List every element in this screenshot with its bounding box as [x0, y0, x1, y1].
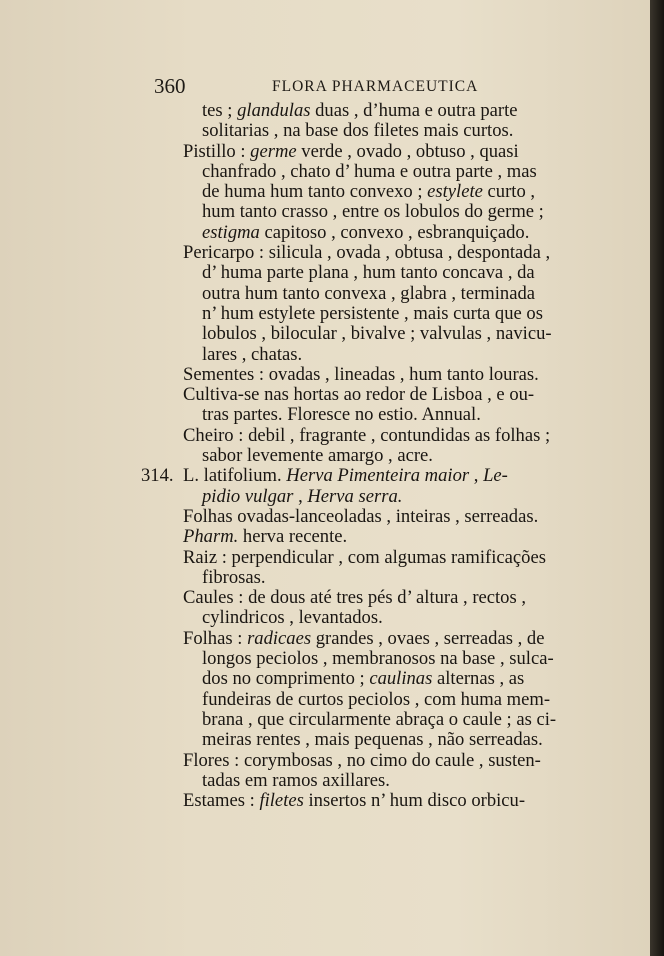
text-line: [183, 345, 593, 365]
text-run: L. latifolium.: [183, 465, 287, 487]
text-line: [183, 548, 593, 568]
text-run: Raiz : perpendicular , com algumas ramificações: [183, 546, 546, 568]
text-line: [183, 162, 593, 182]
text-line: [183, 365, 593, 385]
page-number: 360: [154, 74, 186, 98]
text-line: [183, 568, 593, 588]
text-line: [183, 751, 593, 771]
text-run: lobulos , bilocular , bivalve ; valvulas , navicu-: [202, 323, 552, 345]
body-text: [141, 100, 593, 812]
text-line: [183, 629, 593, 649]
text-run: Cheiro : debil , fragrante , contundidas as folhas ;: [183, 424, 551, 446]
paragraph: [183, 101, 593, 142]
text-run: verde , ovado , obtuso , quasi: [296, 140, 519, 162]
text-run: de huma hum tanto convexo ;: [202, 181, 428, 203]
text-run: herva recente.: [238, 526, 348, 548]
italic-term: estigma: [202, 221, 260, 243]
text-run: ,: [469, 465, 484, 487]
italic-term: caulinas: [369, 668, 433, 690]
text-run: tras partes. Floresce no estio. Annual.: [202, 404, 481, 426]
text-line: [183, 588, 593, 608]
paragraph: [183, 365, 593, 385]
text-line: [183, 304, 593, 324]
text-run: Pistillo :: [183, 140, 251, 162]
text-run: Caules : de dous até tres pés d’ altura , rectos ,: [183, 587, 527, 609]
text-run: sabor levemente amargo , acre.: [202, 445, 433, 467]
text-line: [183, 730, 593, 750]
text-run: brana , que circularmente abraça o caule ; as ci-: [202, 708, 557, 730]
text-run: Folhas :: [183, 627, 248, 649]
text-run: Pericarpo : silicula , ovada , obtusa , despontada ,: [183, 242, 551, 264]
paragraph: [141, 465, 593, 507]
text-run: Sementes : ovadas , lineadas , hum tanto louras.: [183, 363, 539, 385]
italic-term: Pharm.: [183, 526, 239, 548]
text-run: insertos n’ hum disco orbicu-: [303, 790, 526, 812]
text-line: [183, 142, 593, 162]
text-run: dos no comprimento ;: [202, 668, 370, 690]
italic-term: pidio vulgar: [202, 485, 294, 507]
text-line: [183, 426, 593, 446]
running-title: FLORA PHARMACEUTICA: [272, 78, 479, 95]
text-run: alternas , as: [432, 668, 525, 690]
italic-term: Herva serra.: [307, 485, 403, 507]
paragraph: [183, 385, 593, 426]
text-line: [183, 324, 593, 344]
paragraph: [183, 751, 593, 792]
text-line: [183, 121, 593, 141]
text-run: chanfrado , chato d’ huma e outra parte , mas: [202, 160, 537, 182]
text-run: curto ,: [482, 181, 536, 203]
text-line: [183, 202, 593, 222]
text-run: Folhas ovadas-lanceoladas , inteiras , serreadas.: [183, 505, 539, 527]
paragraph: [183, 426, 593, 467]
text-run: fibrosas.: [202, 566, 266, 588]
text-line: [183, 446, 593, 466]
italic-term: Le-: [483, 465, 508, 487]
italic-term: filetes: [259, 790, 304, 812]
text-run: tadas em ramos axillares.: [202, 769, 390, 791]
text-line: [183, 263, 593, 283]
text-run: capitoso , convexo , esbranquiçado.: [259, 221, 530, 243]
paragraph: [183, 243, 593, 365]
text-line: [183, 608, 593, 628]
italic-term: germe: [250, 140, 297, 162]
text-run: longos peciolos , membranosos na base , sulca-: [202, 648, 554, 670]
text-run: tes ;: [202, 100, 238, 121]
text-run: Flores : corymbosas , no cimo do caule , susten-: [183, 749, 541, 771]
text-run: outra hum tanto convexa , glabra , terminada: [202, 282, 536, 304]
italic-term: glandulas: [237, 100, 311, 121]
page-header: [0, 72, 650, 102]
book-spine: [650, 0, 664, 956]
text-run: d’ huma parte plana , hum tanto concava , da: [202, 262, 535, 284]
paragraph: [183, 527, 593, 547]
text-line: [183, 487, 593, 507]
text-run: meiras rentes , mais pequenas , não serreadas.: [202, 729, 543, 751]
text-line: [183, 223, 593, 243]
text-run: ,: [293, 485, 308, 507]
text-line: [183, 182, 593, 202]
text-line: [183, 101, 593, 121]
paragraph: [183, 588, 593, 629]
text-run: grandes , ovaes , serreadas , de: [311, 627, 545, 649]
italic-term: estylete: [427, 181, 483, 203]
text-line: [183, 284, 593, 304]
text-run: hum tanto crasso , entre os lobulos do germe ;: [202, 201, 544, 223]
entry-number: 314.: [141, 465, 174, 487]
text-run: solitarias , na base dos filetes mais curtos.: [202, 120, 514, 142]
text-line: [183, 649, 593, 669]
paragraph: [183, 629, 593, 751]
paragraph: [183, 142, 593, 243]
text-run: Cultiva-se nas hortas ao redor de Lisboa , e ou-: [183, 384, 535, 406]
text-line: [183, 669, 593, 689]
text-run: Estames :: [183, 790, 260, 812]
text-run: lares , chatas.: [202, 343, 303, 365]
italic-term: Herva Pimenteira maior: [286, 465, 470, 487]
text-line: [183, 791, 593, 811]
text-line: [183, 405, 593, 425]
paragraph: [183, 791, 593, 811]
text-line: [183, 527, 593, 547]
text-run: cylindricos , levantados.: [202, 607, 383, 629]
text-line: [183, 690, 593, 710]
text-line: [183, 243, 593, 263]
text-run: duas , d’huma e outra parte: [310, 100, 518, 121]
italic-term: radicaes: [247, 627, 312, 649]
text-line: [183, 385, 593, 405]
paragraph: [183, 548, 593, 589]
text-run: n’ hum estylete persistente , mais curta que os: [202, 302, 543, 324]
paragraph: [183, 507, 593, 527]
text-run: fundeiras de curtos peciolos , com huma mem-: [202, 688, 551, 710]
text-line: [183, 507, 593, 527]
text-line: [183, 771, 593, 791]
text-line: [183, 710, 593, 730]
text-line: [183, 466, 593, 486]
